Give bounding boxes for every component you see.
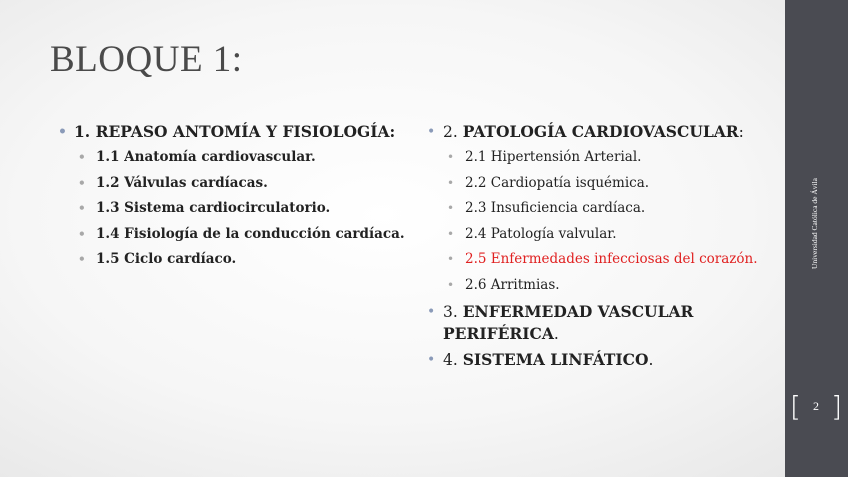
bullet-icon: • (58, 124, 67, 140)
right-column (427, 121, 777, 375)
bullet-icon: • (427, 303, 436, 320)
right-bracket-icon: ] (831, 390, 842, 423)
footer-text: Universidad Católica de Ávila (810, 177, 819, 269)
slide-title: BLOQUE 1: (50, 39, 243, 80)
bullet-icon: • (427, 351, 436, 368)
list-item: • 2.3 Insuficiencia cardíaca. (447, 200, 646, 217)
list-item-main-4: • 4. SISTEMA LINFÁTICO. (427, 349, 654, 369)
page-number: 2 (813, 399, 819, 413)
bullet-icon: • (427, 124, 436, 140)
list-item: • 2.1 Hipertensión Arterial. (447, 149, 642, 165)
bullet-icon: • (447, 252, 455, 267)
bullet-icon: • (447, 150, 455, 164)
left-bracket-icon: [ (790, 390, 801, 423)
list-item-main-3: • 3. ENFERMEDAD VASCULAR PERIFÉRICA. (427, 301, 694, 343)
bullet-icon: • (78, 252, 86, 267)
list-item: • 1.4 Fisiología de la conducción cardíaca. (78, 225, 405, 242)
bullet-icon: • (78, 226, 86, 241)
list-item: • 1.2 Válvulas cardíacas. (78, 174, 268, 191)
list-item: • 2.4 Patología valvular. (447, 225, 617, 242)
left-column (58, 121, 413, 275)
bullet-icon: • (78, 201, 86, 216)
list-item: • 1.1 Anatomía cardiovascular. (78, 149, 316, 165)
bullet-icon: • (447, 175, 455, 190)
list-item: • 2.6 Arritmias. (447, 276, 560, 293)
bullet-icon: • (447, 201, 455, 216)
bullet-icon: • (78, 150, 86, 164)
page-number-box (790, 388, 842, 426)
list-item: • 1.3 Sistema cardiocirculatorio. (78, 200, 331, 217)
sublist-2 (427, 147, 777, 295)
list-item: • 1.5 Ciclo cardíaco. (78, 251, 237, 268)
list-item-main-1: • 1. REPASO ANTOMÍA Y FISIOLOGÍA: (58, 122, 396, 141)
list-item: • 2.2 Cardiopatía isquémica. (447, 174, 650, 191)
list-item-main-2: • 2. PATOLOGÍA CARDIOVASCULAR: (427, 122, 744, 141)
bullet-icon: • (447, 226, 455, 241)
list-item-highlighted: • 2.5 Enfermedades infecciosas del corazón. (447, 251, 758, 268)
bullet-icon: • (78, 175, 86, 190)
sublist-1 (58, 147, 413, 269)
bullet-icon: • (447, 277, 455, 292)
